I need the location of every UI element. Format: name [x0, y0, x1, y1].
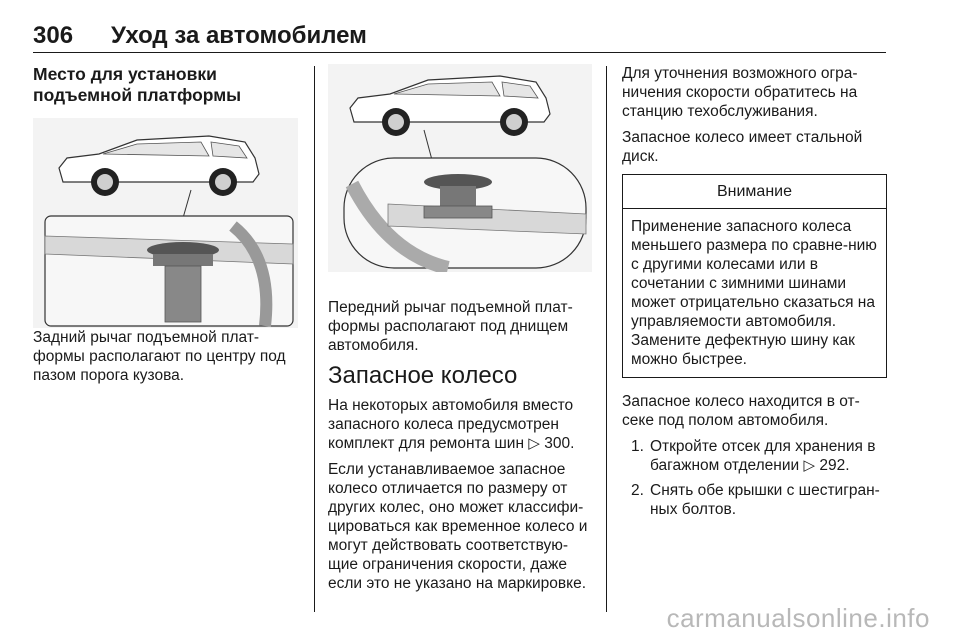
step-text: Снять обе крышки с шестигран-ных болтов. [650, 482, 880, 518]
page-reference-icon: ▷ [803, 457, 816, 474]
column-divider-2 [606, 66, 607, 612]
page-reference-icon: ▷ [528, 435, 540, 452]
column-1 [33, 64, 298, 392]
section-title-spare-wheel: Запасное колесо [328, 362, 518, 389]
caption-front-lift: Передний рычаг подъемной плат-формы располагают под днищем автомобиля. [328, 299, 573, 354]
chapter-title: Уход за автомобилем [111, 22, 367, 49]
paragraph-tyre-repair-kit [328, 396, 592, 453]
rear-lift-point-illustration [33, 118, 298, 328]
subheading-lift-platform: Место для установки подъемной платформы [33, 64, 242, 105]
column-divider-1 [314, 66, 315, 612]
step-text: Откройте отсек для хранения в багажном отделении [650, 438, 876, 474]
paragraph-temporary-wheel: Если устанавливаемое запасное колесо отличается по размеру от других колес, оно может классифи-цироваться как временное колесо и могут действовать соответствую-щие ограничения скорости, даже если это не указано на маркировке. [328, 461, 588, 592]
column-3 [622, 64, 890, 525]
step-number: 2. [631, 482, 644, 499]
header-rule [33, 52, 886, 53]
front-lift-point-illustration [328, 64, 592, 272]
list-item [622, 481, 890, 519]
column-2 [328, 64, 592, 600]
caption-rear-lift: Задний рычаг подъемной плат-формы располагают по центру под пазом порога кузова. [33, 329, 286, 384]
list-item [622, 437, 890, 475]
page-reference[interactable]: 292. [819, 457, 850, 474]
step-number: 1. [631, 438, 644, 455]
warning-box [622, 174, 887, 378]
watermark: carmanualsonline.info [666, 603, 930, 633]
page-header [33, 22, 886, 52]
page-reference[interactable]: 300. [544, 435, 575, 452]
paragraph-spare-location: Запасное колесо находится в от-секе под полом автомобиля. [622, 393, 860, 429]
paragraph-steel-rim: Запасное колесо имеет стальной диск. [622, 129, 863, 165]
steps-list [622, 437, 890, 519]
page-number: 306 [33, 22, 74, 49]
paragraph-text: На некоторых автомобиля вместо запасного колеса предусмотрен комплект для ремонта шин [328, 397, 574, 452]
warning-text: Применение запасного колеса меньшего размера по сравне-нию с другими колесами или в сочетании с зимними шинами может отрицательно сказаться на управляемости автомобиля. Замените дефектную шину как можно быстрее. [631, 218, 877, 368]
warning-title: Внимание [623, 175, 886, 209]
paragraph-speed-limit: Для уточнения возможного огра-ничения скорости обратитесь на станцию техобслуживания. [622, 65, 858, 120]
